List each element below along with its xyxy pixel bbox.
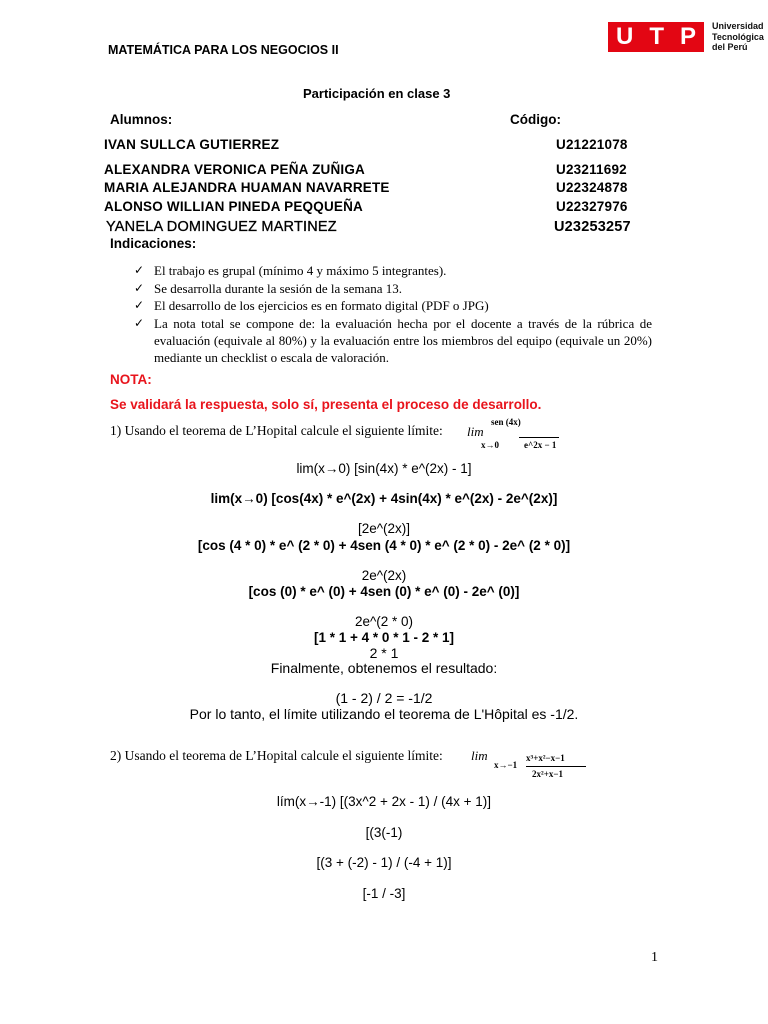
university-name-line: del Perú [712,42,748,52]
fraction-bar [526,766,586,767]
problem1-subscript: x→0 [481,440,499,450]
logo-letter-u: U [615,23,634,50]
student-code: U23211692 [556,162,627,177]
page-title: Participación en clase 3 [303,86,451,101]
math-line: [cos (4 * 0) * e^ (2 * 0) + 4sen (4 * 0) * e^ (2 * 0) - 2e^ (2 * 0)] [197,538,571,553]
course-title: MATEMÁTICA PARA LOS NEGOCIOS II [108,43,339,57]
student-name: ALONSO WILLIAN PINEDA PEQQUEÑA [104,199,364,214]
student-code: U22327976 [556,199,628,214]
page-number: 1 [651,950,658,965]
indication-text: Se desarrolla durante la sesión de la semana 13. [154,280,402,296]
university-name-line: Tecnológica [712,31,764,42]
problem1-numerator: sen (4x) [491,417,521,427]
math-line: (1 - 2) / 2 = -1/2 [335,690,433,706]
list-item [130,262,652,279]
indications-title: Indicaciones: [110,236,197,251]
utp-logo [608,22,704,52]
check-icon: ✓ [134,315,145,330]
student-code: U21221078 [556,137,628,152]
university-name-line: Universidad [712,21,764,31]
code-label: Código: [510,112,561,127]
problem2-numerator: x³+x²−x−1 [526,753,565,763]
math-line: lím(x→-1) [(3x^2 + 2x - 1) / (4x + 1)] [276,794,492,809]
university-name [712,21,764,53]
student-name: YANELA DOMINGUEZ MARTINEZ [106,219,337,235]
math-line: [(3 + (-2) - 1) / (-4 + 1)] [316,855,452,870]
student-name: ALEXANDRA VERONICA PEÑA ZUÑIGA [104,162,366,177]
problem2-statement: 2) Usando el teorema de L’Hopital calcule el siguiente límite: [110,748,443,763]
indications-list [130,262,652,366]
math-line: 2 * 1 [369,645,399,661]
list-item [130,297,652,314]
indication-text: La nota total se compone de: la evaluación hecha por el docente a través de la rúbrica de evaluación (equivale al 80%) y la evaluación entre los miembros del equipo (equivale un 20%) mediante un checklist o escala de valoración. [154,315,652,365]
check-icon: ✓ [134,263,145,277]
problem1-lim: lim [467,424,484,439]
logo-letter-p: P [679,23,696,50]
logo-letter-t: T [649,23,664,50]
list-item [130,280,652,297]
math-line: Por lo tanto, el límite utilizando el teorema de L'Hôpital es -1/2. [189,706,579,722]
indication-text: El desarrollo de los ejercicios es en formato digital (PDF o JPG) [154,298,489,313]
check-icon: ✓ [134,298,145,312]
students-label: Alumnos: [110,112,173,127]
fraction-bar [519,437,559,438]
problem2-lim: lim [471,748,488,763]
math-line: 2e^(2x) [361,568,407,583]
math-line: [-1 / -3] [362,886,406,901]
check-icon: ✓ [134,280,145,295]
student-code: U23253257 [554,219,631,235]
math-line: [1 * 1 + 4 * 0 * 1 - 2 * 1] [314,630,454,645]
math-line: [2e^(2x)] [357,521,411,536]
problem1-statement: 1) Usando el teorema de L’Hopital calcule el siguiente límite: [110,423,443,438]
nota-text: Se validará la respuesta, solo sí, presenta el proceso de desarrollo. [110,397,542,412]
math-line: [cos (0) * e^ (0) + 4sen (0) * e^ (0) - 2e^ (0)] [248,584,520,599]
student-name: MARIA ALEJANDRA HUAMAN NAVARRETE [104,180,390,195]
student-code: U22324878 [556,180,628,195]
list-item [130,315,652,366]
math-line: 2e^(2 * 0) [354,614,414,629]
nota-label: NOTA: [110,372,152,387]
indication-text: El trabajo es grupal (mínimo 4 y máximo 5 integrantes). [154,263,447,278]
math-line: Finalmente, obtenemos el resultado: [270,660,498,676]
problem2-denominator: 2x²+x−1 [532,769,563,779]
problem1-denominator: e^2x − 1 [524,440,557,450]
math-line: [(3(-1) [365,825,403,840]
student-name: IVAN SULLCA GUTIERREZ [104,137,280,152]
math-line: lim(x→0) [sin(4x) * e^(2x) - 1] [296,461,472,476]
math-line: lim(x→0) [cos(4x) * e^(2x) + 4sin(4x) * e^(2x) - 2e^(2x)] [210,491,558,506]
problem2-subscript: x→−1 [494,760,518,770]
